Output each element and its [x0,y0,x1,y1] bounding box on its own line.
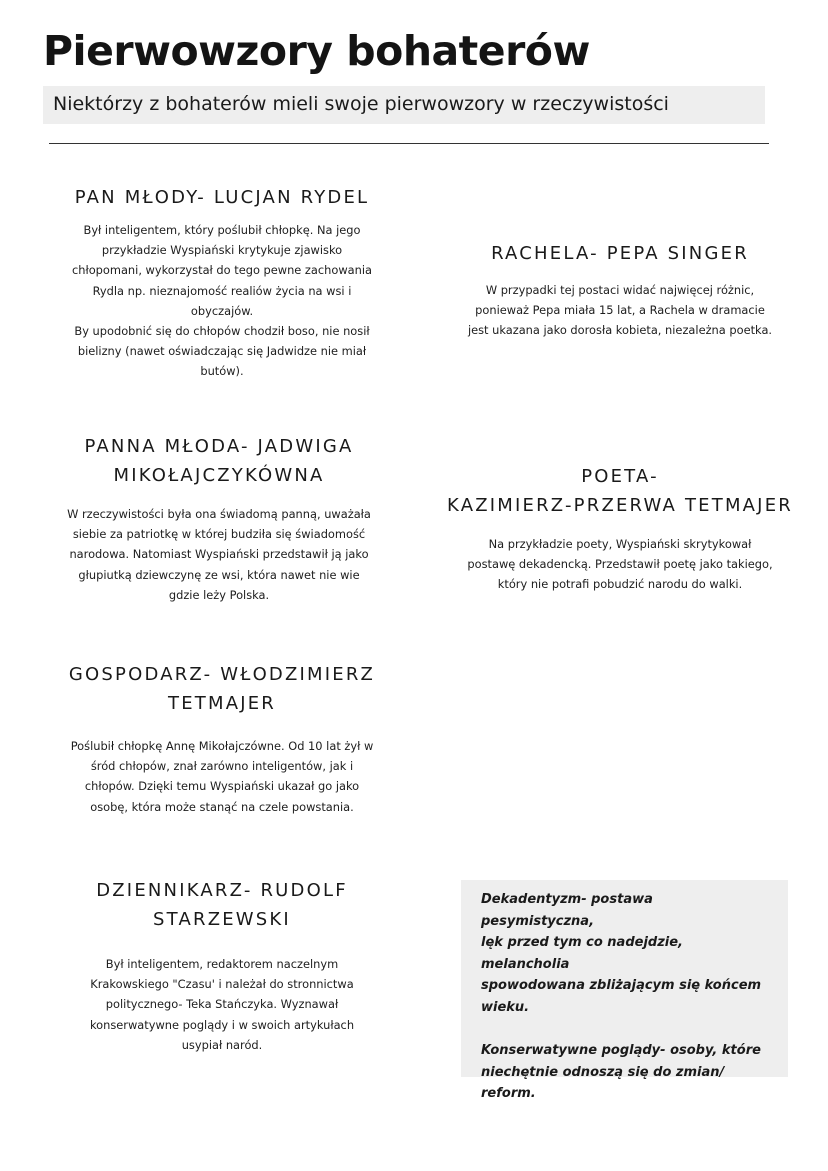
section-text: Poślubił chłopkę Annę Mikołajczówne. Od 10 lat żył w śród chłopów, znał zarówno inteligentów, jak i chłopów. Dzięki temu Wyspiański ukazał go jako osobę, która może stanąć na czele powstania. [70,739,374,814]
section-text: Był inteligentem, który poślubił chłopkę. Na jego przykładzie Wyspiański krytykuje zjawisko chłopomani, wykorzystał do tego pewne zachowania Rydla np. nieznajomość realiów życia na wsi i obyczajów. By upodobnić się do chłopów chodził boso, nie nosił bielizny (nawet oświadczając się Jadwidze nie miał butów). [71,223,373,379]
page-title: Pierwowzory bohaterów [43,27,590,75]
section-rachela [435,239,805,341]
section-heading: PAN MŁODY- LUCJAN RYDEL [74,187,370,208]
page-subtitle: Niektórzy z bohaterów mieli swoje pierwowzory w rzeczywistości [43,86,765,124]
definitions-box [461,880,788,1102]
section-text: Był inteligentem, redaktorem naczelnym Krakowskiego "Czasu' i należał do stronnictwa politycznego- Teka Stańczyka. Wyznawał konserwatywne poglądy i w swoich artykułach usypiał naród. [89,957,355,1052]
section-heading: PANNA MŁODA- JADWIGA MIKOŁAJCZYKÓWNA [84,436,354,486]
section-text: Na przykładzie poety, Wyspiański skrytykował postawę dekadencką. Przedstawił poetę jako takiego, który nie potrafi pobudzić narodu do walki. [467,537,773,592]
section-pan-mlody [36,183,408,382]
section-gospodarz [36,660,408,817]
section-heading: DZIENNIKARZ- RUDOLF STARZEWSKI [96,880,348,930]
section-text: W przypadki tej postaci widać najwięcej różnic, ponieważ Pepa miała 15 lat, a Rachela w dramacie jest ukazana jako dorosła kobieta, niezależna poetka. [467,283,773,338]
section-heading: GOSPODARZ- WŁODZIMIERZ TETMAJER [68,664,376,714]
section-text: W rzeczywistości była ona świadomą panną, uważała siebie za patriotkę w której budziła się świadomość narodowa. Natomiast Wyspiański przedstawił ją jako głupiutką dziewczynę ze wsi, która nawet nie wie gdzie leży Polska. [67,507,371,602]
divider [49,143,769,144]
section-heading: POETA- KAZIMIERZ-PRZERWA TETMAJER [447,466,793,516]
section-heading: RACHELA- PEPA SINGER [491,243,749,264]
definition-konserwatywne: Konserwatywne poglądy- osoby, które niechętnie odnoszą się do zmian/ reform. [481,1043,761,1102]
section-dziennikarz [36,876,408,1055]
section-poeta [420,462,820,595]
section-panna-mloda [30,432,408,605]
definition-dekadentyzm: Dekadentyzm- postawa pesymistyczna, lęk przed tym co nadejdzie, melancholia spowodowana zbliżającym się końcem wieku. [481,892,762,1015]
